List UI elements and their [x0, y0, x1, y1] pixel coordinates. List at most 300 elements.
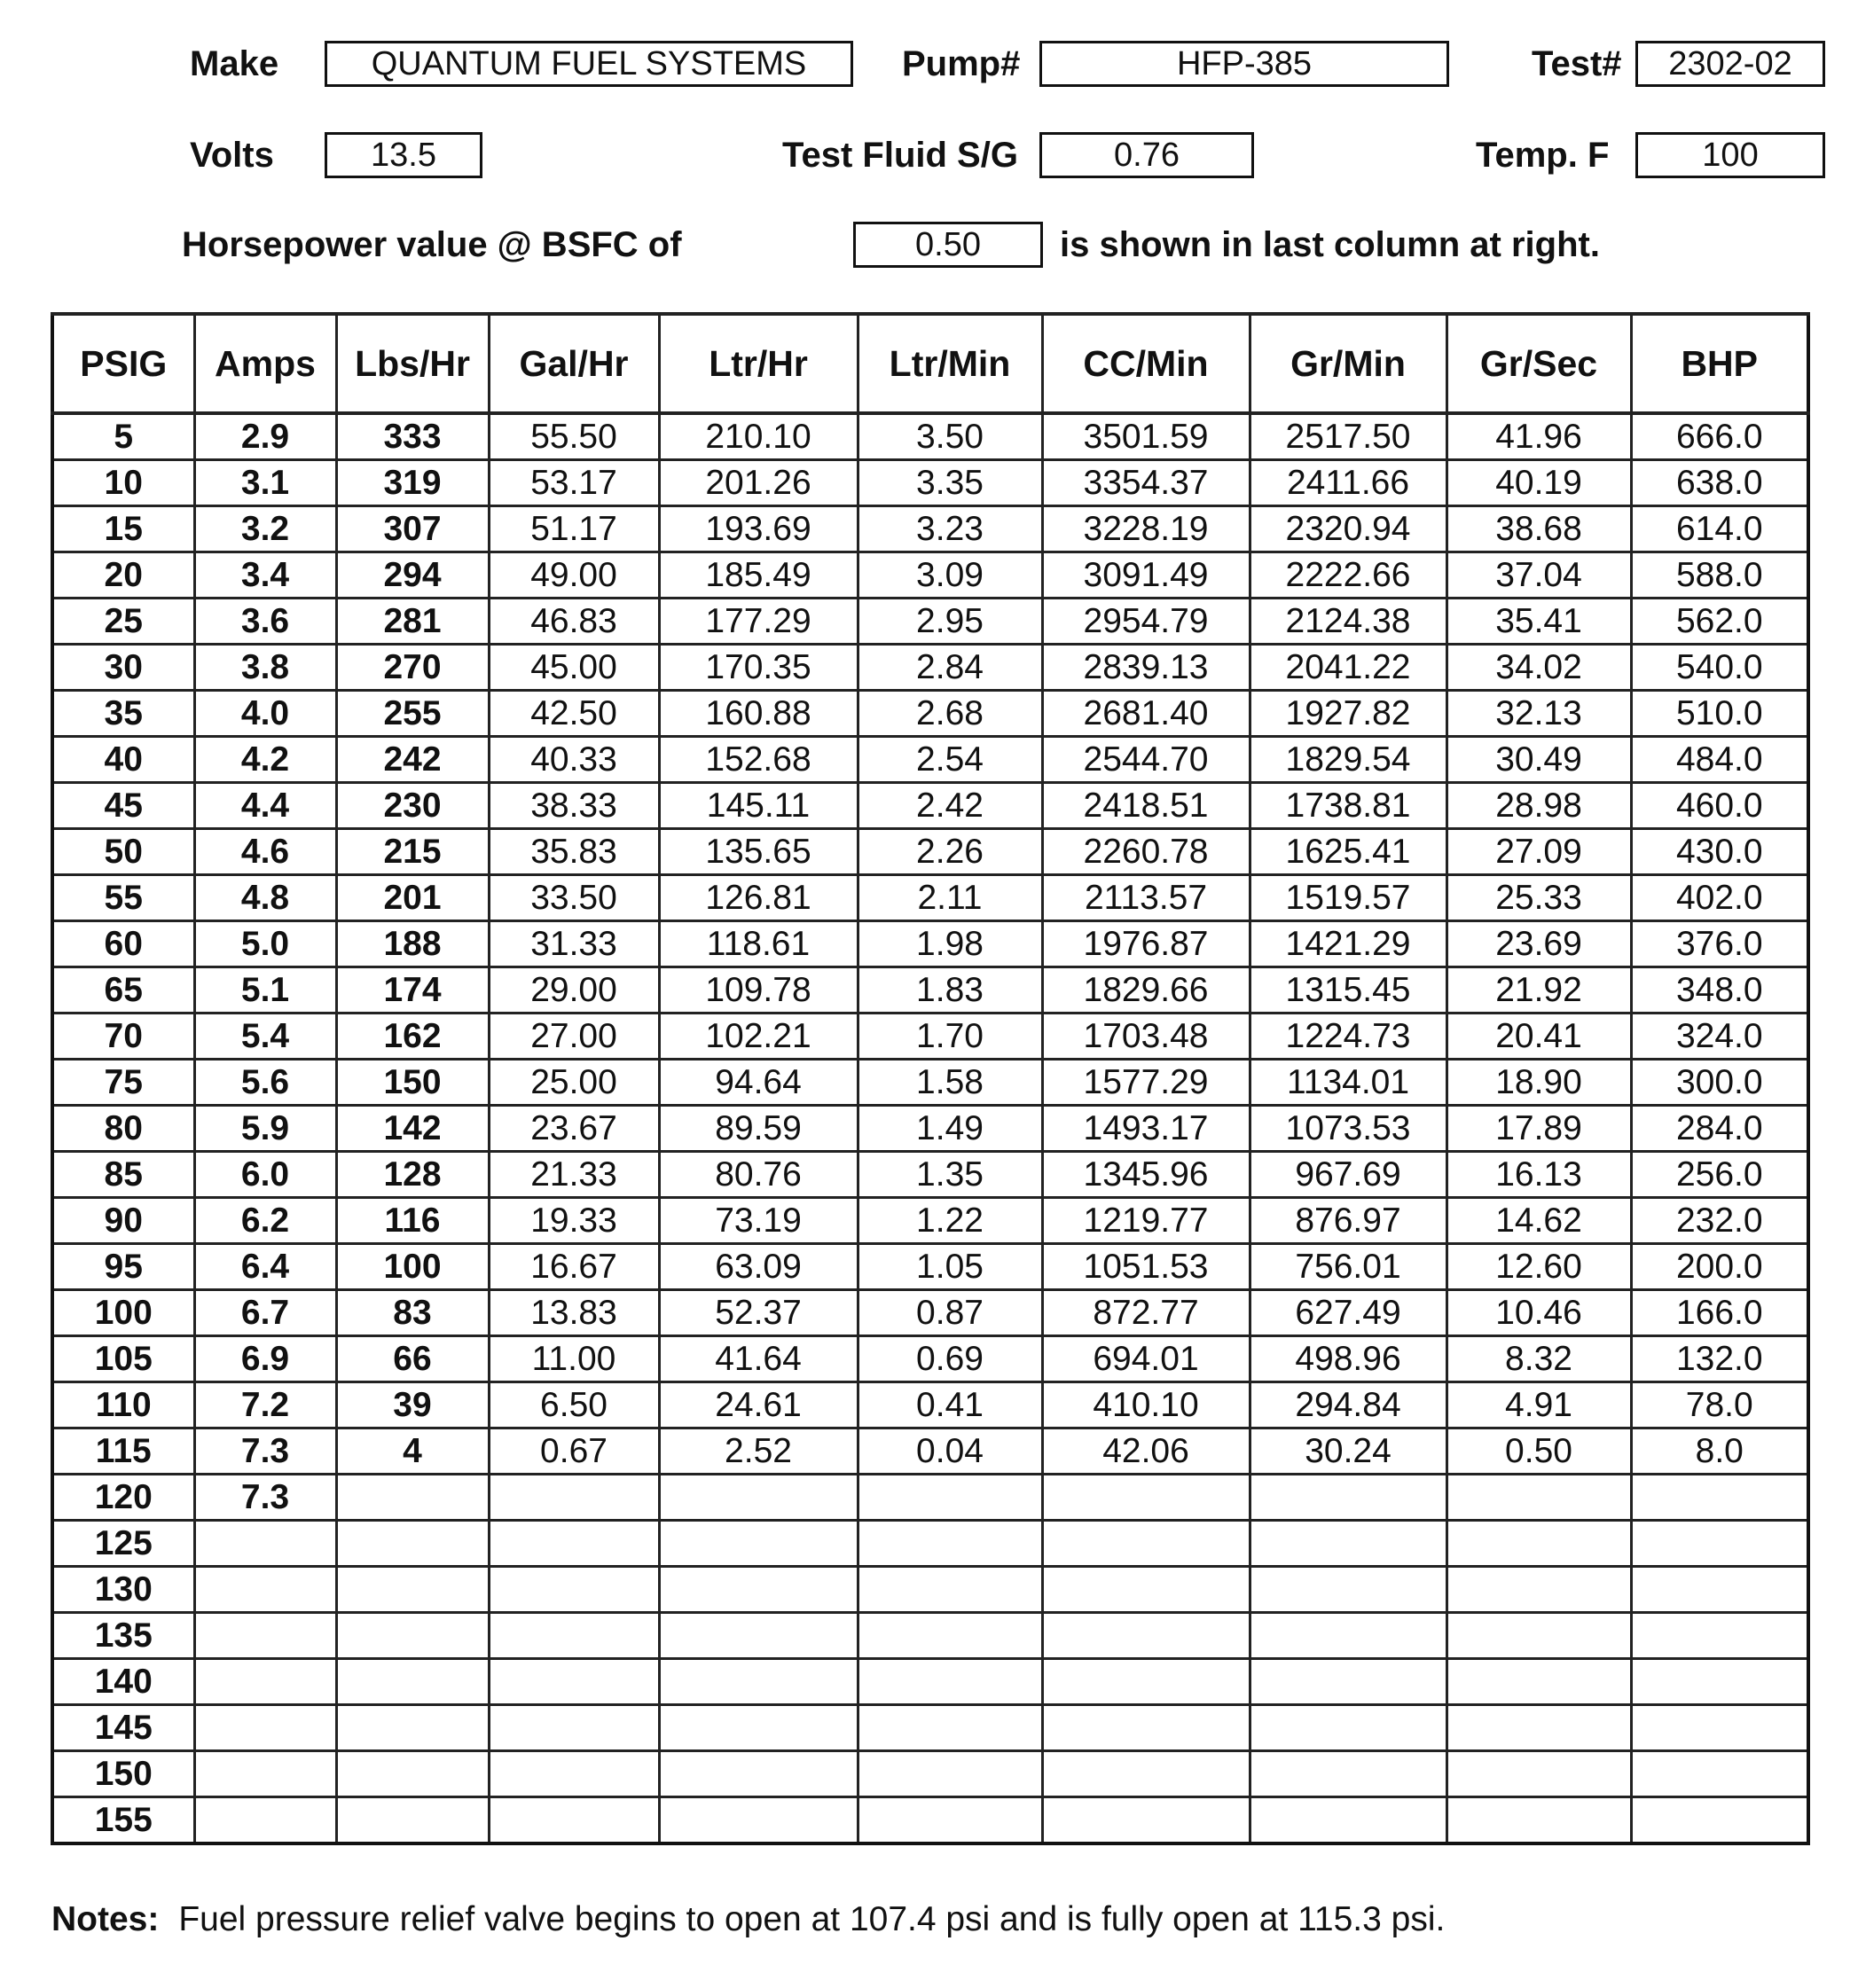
table-cell: 42.06	[1042, 1428, 1250, 1475]
table-cell: 142	[336, 1106, 489, 1152]
table-cell: 25.00	[489, 1060, 659, 1106]
table-row	[52, 506, 1808, 552]
table-cell	[858, 1613, 1042, 1659]
table-cell: 70	[52, 1014, 194, 1060]
table-cell	[1250, 1521, 1446, 1567]
table-row	[52, 1475, 1808, 1521]
table-cell: 83	[336, 1290, 489, 1336]
table-row	[52, 967, 1808, 1014]
table-cell: 666.0	[1631, 413, 1808, 460]
table-cell: 28.98	[1446, 783, 1631, 829]
table-cell: 35.83	[489, 829, 659, 875]
table-cell	[659, 1567, 858, 1613]
table-cell: 185.49	[659, 552, 858, 599]
table-cell: 152.68	[659, 737, 858, 783]
table-row	[52, 645, 1808, 691]
table-cell: 4	[336, 1428, 489, 1475]
table-cell: 2320.94	[1250, 506, 1446, 552]
table-cell: 1.83	[858, 967, 1042, 1014]
table-cell: 1345.96	[1042, 1152, 1250, 1198]
table-cell: 2.52	[659, 1428, 858, 1475]
table-row	[52, 829, 1808, 875]
table-cell: 3.8	[194, 645, 336, 691]
table-cell: 95	[52, 1244, 194, 1290]
table-cell: 0.41	[858, 1382, 1042, 1428]
table-cell	[1042, 1567, 1250, 1613]
table-cell: 0.69	[858, 1336, 1042, 1382]
table-cell	[1631, 1613, 1808, 1659]
table-cell: 177.29	[659, 599, 858, 645]
table-cell: 7.3	[194, 1475, 336, 1521]
column-header-amps: Amps	[194, 314, 336, 413]
table-cell: 193.69	[659, 506, 858, 552]
table-cell	[1250, 1475, 1446, 1521]
table-cell: 11.00	[489, 1336, 659, 1382]
table-cell	[194, 1521, 336, 1567]
table-cell: 16.67	[489, 1244, 659, 1290]
table-cell: 324.0	[1631, 1014, 1808, 1060]
table-cell: 307	[336, 506, 489, 552]
table-cell: 41.64	[659, 1336, 858, 1382]
table-cell: 15	[52, 506, 194, 552]
table-cell	[489, 1521, 659, 1567]
table-cell: 145	[52, 1705, 194, 1751]
table-cell: 63.09	[659, 1244, 858, 1290]
table-cell: 2.11	[858, 875, 1042, 921]
table-row	[52, 599, 1808, 645]
table-cell: 1421.29	[1250, 921, 1446, 967]
table-cell: 5.4	[194, 1014, 336, 1060]
table-cell: 4.2	[194, 737, 336, 783]
table-cell: 230	[336, 783, 489, 829]
table-cell: 25	[52, 599, 194, 645]
table-cell	[1042, 1613, 1250, 1659]
table-cell: 23.69	[1446, 921, 1631, 967]
table-cell: 34.02	[1446, 645, 1631, 691]
table-cell: 6.2	[194, 1198, 336, 1244]
table-cell	[858, 1521, 1042, 1567]
table-cell: 876.97	[1250, 1198, 1446, 1244]
table-cell: 562.0	[1631, 599, 1808, 645]
table-cell: 3.2	[194, 506, 336, 552]
table-cell: 376.0	[1631, 921, 1808, 967]
table-cell: 3.6	[194, 599, 336, 645]
pump-label: Pump#	[902, 44, 1021, 83]
make-field: QUANTUM FUEL SYSTEMS	[325, 41, 853, 87]
column-header-gal-hr: Gal/Hr	[489, 314, 659, 413]
table-cell: 135.65	[659, 829, 858, 875]
table-cell: 85	[52, 1152, 194, 1198]
temp-field: 100	[1635, 132, 1825, 178]
table-cell	[1250, 1797, 1446, 1844]
table-cell	[659, 1659, 858, 1705]
table-cell: 118.61	[659, 921, 858, 967]
table-row	[52, 783, 1808, 829]
table-cell: 1219.77	[1042, 1198, 1250, 1244]
table-cell: 2.68	[858, 691, 1042, 737]
table-cell: 1134.01	[1250, 1060, 1446, 1106]
column-header-gr-min: Gr/Min	[1250, 314, 1446, 413]
table-cell: 2517.50	[1250, 413, 1446, 460]
table-cell	[194, 1613, 336, 1659]
table-cell	[1250, 1613, 1446, 1659]
table-cell	[489, 1705, 659, 1751]
table-row	[52, 921, 1808, 967]
table-cell	[1042, 1659, 1250, 1705]
column-header-ltr-hr: Ltr/Hr	[659, 314, 858, 413]
table-cell: 32.13	[1446, 691, 1631, 737]
table-cell: 51.17	[489, 506, 659, 552]
table-cell: 3354.37	[1042, 460, 1250, 506]
table-cell: 120	[52, 1475, 194, 1521]
table-cell: 1.35	[858, 1152, 1042, 1198]
table-cell: 80	[52, 1106, 194, 1152]
table-cell: 1976.87	[1042, 921, 1250, 967]
table-cell	[1631, 1705, 1808, 1751]
table-cell: 215	[336, 829, 489, 875]
column-header-bhp: BHP	[1631, 314, 1808, 413]
table-cell	[858, 1751, 1042, 1797]
table-cell: 756.01	[1250, 1244, 1446, 1290]
table-cell: 16.13	[1446, 1152, 1631, 1198]
table-cell: 188	[336, 921, 489, 967]
table-cell: 6.4	[194, 1244, 336, 1290]
table-cell: 21.92	[1446, 967, 1631, 1014]
table-cell: 40.33	[489, 737, 659, 783]
table-cell: 256.0	[1631, 1152, 1808, 1198]
table-cell: 3.50	[858, 413, 1042, 460]
table-cell: 30	[52, 645, 194, 691]
table-cell: 90	[52, 1198, 194, 1244]
table-cell: 1829.54	[1250, 737, 1446, 783]
table-cell	[1631, 1797, 1808, 1844]
table-cell: 333	[336, 413, 489, 460]
table-cell: 1519.57	[1250, 875, 1446, 921]
table-cell: 1.22	[858, 1198, 1042, 1244]
table-cell: 2681.40	[1042, 691, 1250, 737]
table-cell	[336, 1751, 489, 1797]
table-cell: 430.0	[1631, 829, 1808, 875]
table-cell: 29.00	[489, 967, 659, 1014]
table-cell: 2418.51	[1042, 783, 1250, 829]
table-cell: 1927.82	[1250, 691, 1446, 737]
table-cell	[489, 1751, 659, 1797]
table-cell: 201.26	[659, 460, 858, 506]
table-cell: 4.4	[194, 783, 336, 829]
table-cell: 1.58	[858, 1060, 1042, 1106]
volts-field: 13.5	[325, 132, 482, 178]
table-cell	[1042, 1797, 1250, 1844]
table-cell	[194, 1705, 336, 1751]
table-cell: 2260.78	[1042, 829, 1250, 875]
table-row	[52, 1613, 1808, 1659]
table-cell: 8.32	[1446, 1336, 1631, 1382]
table-cell	[1631, 1475, 1808, 1521]
table-cell	[1446, 1659, 1631, 1705]
table-cell: 540.0	[1631, 645, 1808, 691]
table-cell	[1250, 1659, 1446, 1705]
table-cell: 10.46	[1446, 1290, 1631, 1336]
table-cell: 242	[336, 737, 489, 783]
table-cell: 50	[52, 829, 194, 875]
table-cell: 0.67	[489, 1428, 659, 1475]
table-cell: 4.8	[194, 875, 336, 921]
table-cell: 2041.22	[1250, 645, 1446, 691]
table-cell: 5.0	[194, 921, 336, 967]
table-cell: 126.81	[659, 875, 858, 921]
table-cell	[336, 1521, 489, 1567]
table-cell: 132.0	[1631, 1336, 1808, 1382]
table-cell: 1.70	[858, 1014, 1042, 1060]
bsfc-suffix: is shown in last column at right.	[1060, 225, 1600, 264]
table-cell: 5.9	[194, 1106, 336, 1152]
table-cell: 1493.17	[1042, 1106, 1250, 1152]
table-cell: 2.42	[858, 783, 1042, 829]
table-cell	[858, 1659, 1042, 1705]
table-row	[52, 1198, 1808, 1244]
table-cell	[1446, 1751, 1631, 1797]
table-cell: 4.91	[1446, 1382, 1631, 1428]
table-cell: 89.59	[659, 1106, 858, 1152]
table-cell	[1250, 1751, 1446, 1797]
table-cell: 694.01	[1042, 1336, 1250, 1382]
table-cell: 460.0	[1631, 783, 1808, 829]
table-cell	[489, 1797, 659, 1844]
table-cell	[1631, 1567, 1808, 1613]
table-cell: 4.0	[194, 691, 336, 737]
table-cell: 33.50	[489, 875, 659, 921]
table-cell	[1446, 1797, 1631, 1844]
table-row	[52, 1567, 1808, 1613]
volts-label: Volts	[190, 136, 274, 175]
table-cell: 174	[336, 967, 489, 1014]
table-cell: 627.49	[1250, 1290, 1446, 1336]
table-cell: 2.95	[858, 599, 1042, 645]
table-row	[52, 1152, 1808, 1198]
table-row	[52, 1244, 1808, 1290]
table-cell: 1.05	[858, 1244, 1042, 1290]
table-cell	[336, 1475, 489, 1521]
table-cell: 3.09	[858, 552, 1042, 599]
table-cell: 31.33	[489, 921, 659, 967]
table-cell: 232.0	[1631, 1198, 1808, 1244]
table-cell: 73.19	[659, 1198, 858, 1244]
table-cell	[1446, 1567, 1631, 1613]
fuel-flow-table	[51, 312, 1810, 1845]
table-row	[52, 552, 1808, 599]
table-cell: 0.50	[1446, 1428, 1631, 1475]
table-cell: 140	[52, 1659, 194, 1705]
table-cell	[336, 1705, 489, 1751]
table-cell: 2954.79	[1042, 599, 1250, 645]
table-cell: 45.00	[489, 645, 659, 691]
table-row	[52, 1521, 1808, 1567]
table-cell	[858, 1475, 1042, 1521]
table-cell	[1042, 1705, 1250, 1751]
table-cell: 12.60	[1446, 1244, 1631, 1290]
table-cell: 170.35	[659, 645, 858, 691]
table-row	[52, 1659, 1808, 1705]
table-row	[52, 1014, 1808, 1060]
table-row	[52, 460, 1808, 506]
table-cell	[489, 1659, 659, 1705]
table-cell: 2.9	[194, 413, 336, 460]
table-cell: 2.54	[858, 737, 1042, 783]
table-cell	[1631, 1751, 1808, 1797]
table-row	[52, 1705, 1808, 1751]
table-cell: 20	[52, 552, 194, 599]
table-cell: 38.68	[1446, 506, 1631, 552]
table-cell: 6.7	[194, 1290, 336, 1336]
table-cell	[1042, 1751, 1250, 1797]
table-row	[52, 737, 1808, 783]
table-cell: 2124.38	[1250, 599, 1446, 645]
column-header-lbs-hr: Lbs/Hr	[336, 314, 489, 413]
table-cell: 3.23	[858, 506, 1042, 552]
table-cell: 6.0	[194, 1152, 336, 1198]
table-cell	[659, 1705, 858, 1751]
table-cell: 402.0	[1631, 875, 1808, 921]
table-cell	[489, 1613, 659, 1659]
table-cell: 872.77	[1042, 1290, 1250, 1336]
table-cell	[336, 1797, 489, 1844]
table-cell: 40.19	[1446, 460, 1631, 506]
table-cell	[194, 1567, 336, 1613]
table-header-row	[52, 314, 1808, 413]
table-cell: 25.33	[1446, 875, 1631, 921]
table-cell: 49.00	[489, 552, 659, 599]
table-cell: 0.04	[858, 1428, 1042, 1475]
table-cell: 130	[52, 1567, 194, 1613]
table-cell: 160.88	[659, 691, 858, 737]
table-cell: 2411.66	[1250, 460, 1446, 506]
table-cell: 100	[52, 1290, 194, 1336]
table-cell: 1.98	[858, 921, 1042, 967]
table-cell: 46.83	[489, 599, 659, 645]
make-label: Make	[190, 44, 279, 83]
test-fluid-sg-field: 0.76	[1039, 132, 1254, 178]
table-cell: 5.1	[194, 967, 336, 1014]
table-cell: 1703.48	[1042, 1014, 1250, 1060]
table-cell	[1042, 1521, 1250, 1567]
table-cell: 115	[52, 1428, 194, 1475]
table-cell: 1224.73	[1250, 1014, 1446, 1060]
table-cell: 5	[52, 413, 194, 460]
table-row	[52, 1336, 1808, 1382]
table-cell: 1577.29	[1042, 1060, 1250, 1106]
table-cell	[1446, 1521, 1631, 1567]
test-number-field: 2302-02	[1635, 41, 1825, 87]
table-cell: 484.0	[1631, 737, 1808, 783]
table-cell: 17.89	[1446, 1106, 1631, 1152]
table-cell: 510.0	[1631, 691, 1808, 737]
table-cell: 967.69	[1250, 1152, 1446, 1198]
table-cell: 2222.66	[1250, 552, 1446, 599]
table-cell: 7.2	[194, 1382, 336, 1428]
test-fluid-sg-label: Test Fluid S/G	[782, 136, 1018, 175]
table-cell: 55.50	[489, 413, 659, 460]
table-row	[52, 413, 1808, 460]
table-cell: 2113.57	[1042, 875, 1250, 921]
table-cell	[858, 1705, 1042, 1751]
table-cell: 41.96	[1446, 413, 1631, 460]
table-cell: 14.62	[1446, 1198, 1631, 1244]
column-header-ltr-min: Ltr/Min	[858, 314, 1042, 413]
table-cell: 23.67	[489, 1106, 659, 1152]
table-cell	[1631, 1659, 1808, 1705]
notes-text: Fuel pressure relief valve begins to open at 107.4 psi and is fully open at 115.3 psi.	[178, 1900, 1446, 1938]
table-cell: 1051.53	[1042, 1244, 1250, 1290]
table-cell: 300.0	[1631, 1060, 1808, 1106]
table-cell	[1446, 1613, 1631, 1659]
table-cell: 150	[336, 1060, 489, 1106]
table-cell: 10	[52, 460, 194, 506]
table-cell: 13.83	[489, 1290, 659, 1336]
table-cell	[659, 1613, 858, 1659]
table-cell: 102.21	[659, 1014, 858, 1060]
table-cell: 38.33	[489, 783, 659, 829]
table-cell	[1250, 1705, 1446, 1751]
table-cell: 53.17	[489, 460, 659, 506]
table-cell: 60	[52, 921, 194, 967]
table-cell: 3.35	[858, 460, 1042, 506]
table-cell: 1073.53	[1250, 1106, 1446, 1152]
table-cell: 1.49	[858, 1106, 1042, 1152]
table-cell	[489, 1567, 659, 1613]
table-cell: 210.10	[659, 413, 858, 460]
table-cell: 150	[52, 1751, 194, 1797]
table-cell: 3228.19	[1042, 506, 1250, 552]
column-header-cc-min: CC/Min	[1042, 314, 1250, 413]
table-cell: 166.0	[1631, 1290, 1808, 1336]
table-cell: 27.09	[1446, 829, 1631, 875]
table-cell: 145.11	[659, 783, 858, 829]
table-cell: 3091.49	[1042, 552, 1250, 599]
table-cell: 110	[52, 1382, 194, 1428]
table-cell	[489, 1475, 659, 1521]
table-cell: 4.6	[194, 829, 336, 875]
table-cell: 319	[336, 460, 489, 506]
table-cell: 3501.59	[1042, 413, 1250, 460]
table-cell: 614.0	[1631, 506, 1808, 552]
table-cell	[194, 1659, 336, 1705]
table-cell: 80.76	[659, 1152, 858, 1198]
table-cell: 270	[336, 645, 489, 691]
table-cell: 6.9	[194, 1336, 336, 1382]
table-row	[52, 1060, 1808, 1106]
table-row	[52, 1290, 1808, 1336]
table-cell: 1625.41	[1250, 829, 1446, 875]
table-cell: 8.0	[1631, 1428, 1808, 1475]
table-cell	[659, 1475, 858, 1521]
bsfc-field: 0.50	[853, 222, 1043, 268]
table-row	[52, 875, 1808, 921]
table-cell: 125	[52, 1521, 194, 1567]
table-cell: 109.78	[659, 967, 858, 1014]
table-cell: 162	[336, 1014, 489, 1060]
table-cell: 100	[336, 1244, 489, 1290]
table-cell: 66	[336, 1336, 489, 1382]
table-cell: 410.10	[1042, 1382, 1250, 1428]
table-cell: 40	[52, 737, 194, 783]
temp-label: Temp. F	[1476, 136, 1610, 175]
pump-field: HFP-385	[1039, 41, 1449, 87]
table-cell: 348.0	[1631, 967, 1808, 1014]
table-cell: 638.0	[1631, 460, 1808, 506]
table-cell: 42.50	[489, 691, 659, 737]
table-cell	[1631, 1521, 1808, 1567]
table-cell: 78.0	[1631, 1382, 1808, 1428]
